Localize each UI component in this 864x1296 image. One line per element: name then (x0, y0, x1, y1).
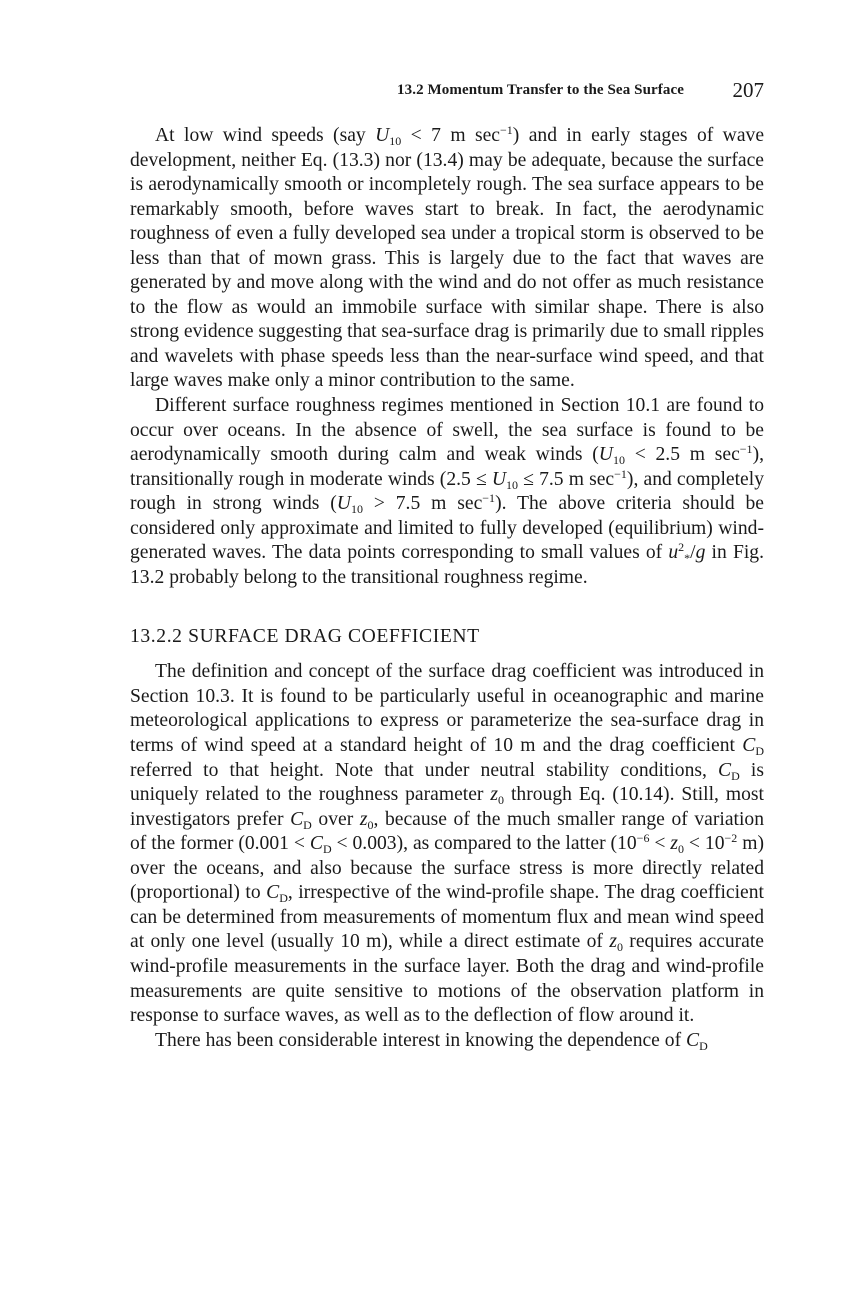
paragraph-low-wind-speeds: At low wind speeds (say $U_{10} < 7$ m $\sec^{-1}$) and in early stages of wave development, neither Eq. (13.3) nor (13.4) may be adequate, because the surface is aerodynamically smooth or incompletely rough. The sea surface appears to be remarkably smooth, before waves start to break. In fact, the aerodynamic roughness of even a fully developed sea under a tropical storm is observed to be less than that of mown grass. This is largely due to the fact that waves are generated by and move along with the wind and do not offer as much resistance to the flow as would an immobile surface with similar shape. There is also strong evidence suggesting that sea-surface drag is primarily due to small ripples and wavelets with phase speeds less than the near-surface wind speed, and that large waves make only a minor contribution to the same. (130, 123, 765, 392)
paragraph-dependence: There has been considerable interest in knowing the dependence of $C_D$ (155, 1029, 708, 1053)
running-head: 13.2 Momentum Transfer to the Sea Surface (397, 82, 684, 98)
paragraph-roughness-regimes: Different surface roughness regimes mentioned in Section 10.1 are found to occur over oceans. In the absence of swell, the sea surface is found to be aerodynamically smooth during calm and weak winds ($U_{10} < 2.5$ m $\sec^{-1}$), transitionally rough in moderate winds ($2.5 \le U_{10} \le 7.5$ m $\sec^{-1}$), and completely rough in strong winds ($U_{10} > 7.5$ m $\sec^{-1}$). The above criteria should be considered only approximate and limited to fully developed (equilibrium) wind-generated waves. The data points corresponding to small values of $u^2_*/g$ in Fig. 13.2 probably belong to the transitional roughness regime. (130, 395, 764, 588)
page-body (130, 124, 764, 1053)
page-number: 207 (732, 78, 764, 102)
paragraph-drag-coefficient: The definition and concept of the surface drag coefficient was introduced in Section 10.3. It is found to be particularly useful in oceanographic and marine meteorological applications to express or parameterize the sea-surface drag in terms of wind speed at a standard height of 10 m and the drag coefficient $C_D$ referred to that height. Note that under neutral stability conditions, $C_D$ is uniquely related to the roughness parameter $z_0$ through Eq. (10.14). Still, most investigators prefer $C_D$ over $z_0$, because of the much smaller range of variation of the former $(0.001 < C_D < 0.003)$, as compared to the latter ($10^{-6} < z_0 < 10^{-2}$ m) over the oceans, and also because the surface stress is more directly related (proportional) to $C_D$, irrespective of the wind-profile shape. The drag coefficient can be determined from measurements of momentum flux and mean wind speed at only one level (usually 10 m), while a direct estimate of $z_0$ requires accurate wind-profile measurements in the surface layer. Both the drag and wind-profile measurements are quite sensitive to motions of the observation platform in response to surface waves, as well as to the deflection of flow around it. (130, 661, 764, 1027)
section-heading: 13.2.2 SURFACE DRAG COEFFICIENT (130, 626, 480, 648)
page-header (130, 78, 764, 106)
